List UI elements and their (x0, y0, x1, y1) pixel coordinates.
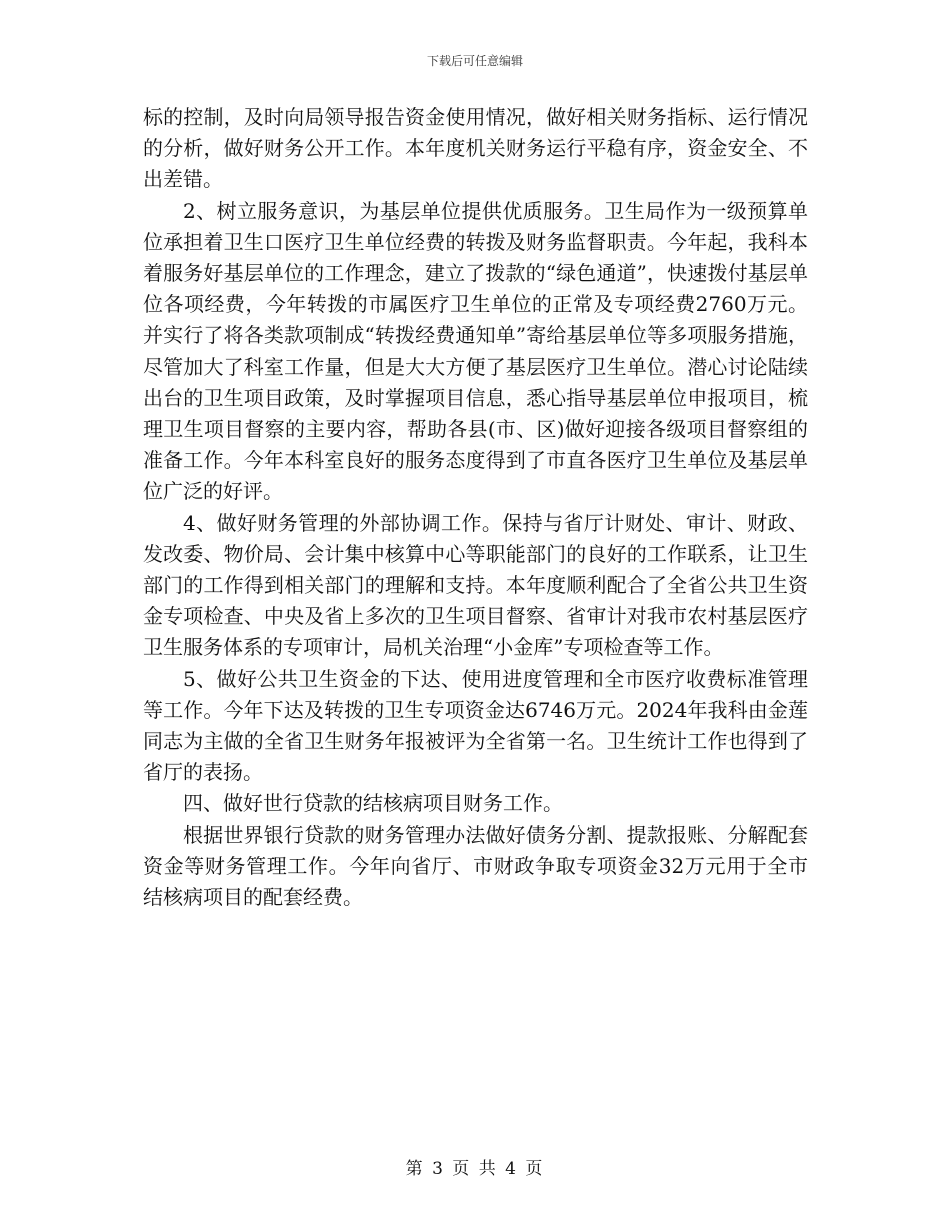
paragraph-item-2: 2、树立服务意识，为基层单位提供优质服务。卫生局作为一级预算单位承担着卫生口医疗卫生单位经费的转拨及财务监督职责。今年起，我科本着服务好基层单位的工作理念，建立了拨款的“绿色通道”，快速拨付基层单位各项经费，今年转拨的市属医疗卫生单位的正常及专项经费2760万元。并实行了将各类款项制成“转拨经费通知单”寄给基层单位等多项服务措施，尽管加大了科室工作量，但是大大方便了基层医疗卫生单位。潜心讨论陆续出台的卫生项目政策，及时掌握项目信息，悉心指导基层单位申报项目，梳理卫生项目督察的主要内容，帮助各县(市、区)做好迎接各级项目督察组的准备工作。今年本科室良好的服务态度得到了市直各医疗卫生单位及基层单位广泛的好评。 (143, 198, 808, 504)
paragraph-item-4: 4、做好财务管理的外部协调工作。保持与省厅计财处、审计、财政、发改委、物价局、会计集中核算中心等职能部门的良好的工作联系，让卫生部门的工作得到相关部门的理解和支持。本年度顺利配合了全省公共卫生资金专项检查、中央及省上多次的卫生项目督察、省审计对我市农村基层医疗卫生服务体系的专项审计，局机关治理“小金库”专项检查等工作。 (143, 510, 808, 660)
page-header: 下载后可任意编辑 (426, 54, 523, 68)
paragraph-world-bank: 根据世界银行贷款的财务管理办法做好债务分割、提款报账、分解配套资金等财务管理工作。今年向省厅、市财政争取专项资金32万元用于全市结核病项目的配套经费。 (143, 822, 808, 910)
paragraph-continuation: 标的控制，及时向局领导报告资金使用情况，做好相关财务指标、运行情况的分析，做好财务公开工作。本年度机关财务运行平稳有序，资金安全、不出差错。 (143, 105, 808, 192)
document-body (143, 102, 808, 913)
section-heading-4: 四、做好世行贷款的结核病项目财务工作。 (183, 791, 563, 816)
page-number: 第 3 页 共 4 页 (405, 1159, 545, 1179)
paragraph-item-5: 5、做好公共卫生资金的下达、使用进度管理和全市医疗收费标准管理等工作。今年下达及转拨的卫生专项资金达6746万元。2024年我科由金莲同志为主做的全省卫生财务年报被评为全省第一名。卫生统计工作也得到了省厅的表扬。 (143, 666, 808, 785)
